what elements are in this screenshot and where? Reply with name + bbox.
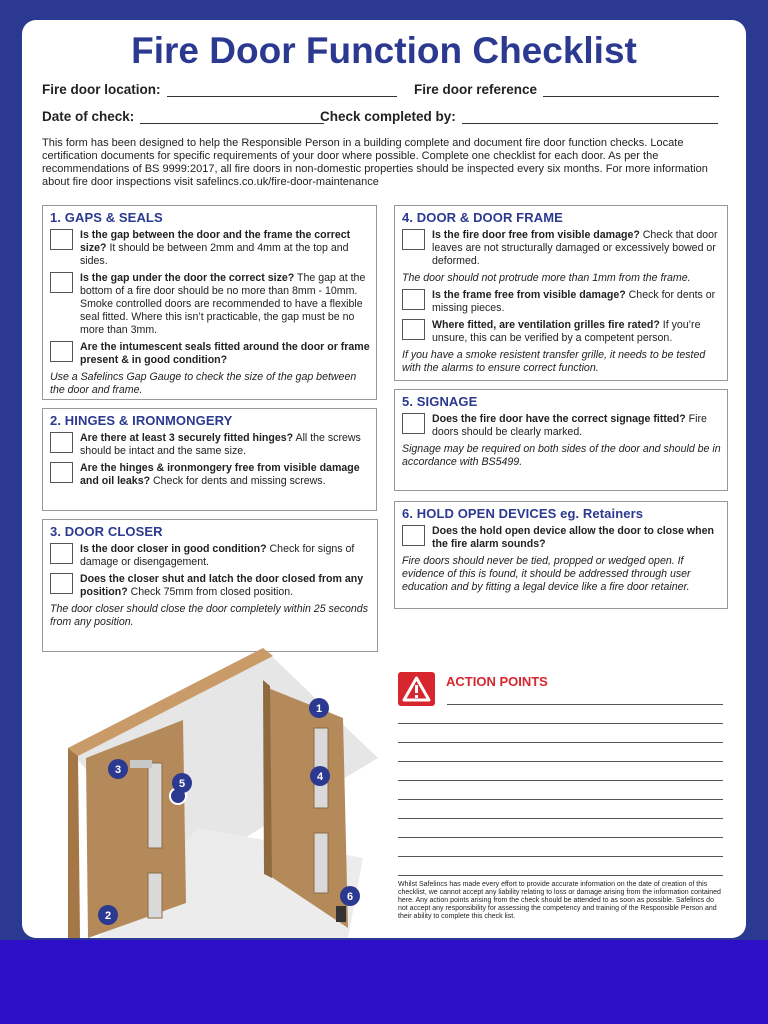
vision-panel-left	[148, 763, 162, 848]
checklist-item	[50, 462, 370, 488]
checklist-item	[402, 413, 721, 439]
page-title: Fire Door Function Checklist	[131, 30, 637, 71]
description: Check for signs of damage or disengagement.	[80, 543, 355, 568]
section-title: 1. GAPS & SEALS	[50, 210, 163, 225]
question: Does the hold open device allow the door to close when the fire alarm sounds?	[432, 525, 714, 550]
completed-label: Check completed by:	[320, 109, 456, 124]
checkbox[interactable]	[50, 462, 73, 483]
checklist-item	[50, 432, 370, 458]
question: Is the gap between the door and the frame the correct size?	[80, 229, 351, 254]
checkbox[interactable]	[402, 319, 425, 340]
question: Does the closer shut and latch the door closed from any position?	[80, 573, 364, 598]
bottom-band	[0, 940, 768, 1024]
checklist-item	[50, 229, 370, 268]
section-title: 5. SIGNAGE	[402, 394, 478, 409]
action-points-title: ACTION POINTS	[446, 674, 548, 689]
section-note: Use a Safelincs Gap Gauge to check the size of the gap between the door and frame.	[50, 371, 357, 396]
section-note: The door closer should close the door completely within 25 seconds from any position.	[50, 603, 368, 628]
section-gaps-seals	[42, 205, 377, 400]
frame-jamb-left	[68, 748, 80, 938]
description: All the screws should be intact and the same size.	[80, 432, 361, 457]
callout-label: 3	[114, 764, 122, 776]
warning-triangle-icon	[398, 672, 435, 706]
checklist-item	[50, 341, 370, 367]
checklist-item	[50, 573, 371, 599]
checklist-item	[50, 543, 371, 569]
action-line[interactable]	[398, 723, 723, 724]
checklist-item	[402, 319, 721, 345]
checkbox[interactable]	[50, 229, 73, 250]
question: Are the intumescent seals fitted around the door or frame present & in good condition?	[80, 341, 370, 366]
checkbox[interactable]	[402, 413, 425, 434]
callout-label: 5	[178, 778, 186, 790]
section-hold-open	[394, 501, 728, 609]
checkbox[interactable]	[402, 525, 425, 546]
description: It should be between 2mm and 4mm at the top and sides.	[80, 242, 349, 267]
vent-grille-right	[314, 833, 328, 893]
checkbox[interactable]	[50, 573, 73, 594]
callout-label: 4	[316, 771, 324, 783]
checkbox[interactable]	[402, 289, 425, 310]
checklist-item	[50, 272, 370, 337]
date-field[interactable]	[42, 109, 324, 124]
checkbox[interactable]	[50, 272, 73, 293]
checkbox[interactable]	[50, 543, 73, 564]
question: Is the frame free from visible damage?	[432, 289, 626, 301]
section-title: 4. DOOR & DOOR FRAME	[402, 210, 563, 225]
description: If you’re unsure, this can be verified by a competent person.	[432, 319, 701, 344]
door-leaf-left	[86, 720, 186, 938]
description: Fire doors should be clearly marked.	[432, 413, 707, 438]
action-line[interactable]	[398, 799, 723, 800]
description: Check for dents or missing pieces.	[432, 289, 716, 314]
checklist-item	[402, 289, 721, 315]
question: Is the door closer in good condition?	[80, 543, 267, 555]
disclaimer: Whilst Safelincs has made every effort to provide accurate information on the date of creation of this checklist, we cannot accept any liability relating to loss or damage arising from the information contained here. Any action points arising from the check should be attended to as soon as possible. Safelincs do not accept any responsibility for assessing the competency and training of the Responsible Person and their ability to complete this check list.	[398, 881, 721, 920]
section-title: 6. HOLD OPEN DEVICES eg. Retainers	[402, 506, 644, 521]
action-line[interactable]	[398, 818, 723, 819]
checkbox[interactable]	[402, 229, 425, 250]
callout-label: 1	[315, 703, 323, 715]
callout-label: 2	[104, 910, 112, 922]
question: Where fitted, are ventilation grilles fire rated?	[432, 319, 660, 331]
checklist-item	[402, 525, 721, 551]
checkbox[interactable]	[50, 341, 73, 362]
action-line[interactable]	[398, 780, 723, 781]
question: Does the fire door have the correct signage fitted?	[432, 413, 686, 425]
reference-field[interactable]	[414, 82, 719, 97]
question: Are the hinges & ironmongery free from visible damage and oil leaks?	[80, 462, 360, 487]
location-input-line[interactable]	[167, 83, 397, 97]
completed-field[interactable]	[320, 109, 718, 124]
action-line[interactable]	[398, 837, 723, 838]
vent-grille-left	[148, 873, 162, 918]
date-label: Date of check:	[42, 109, 135, 124]
question: Are there at least 3 securely fitted hinges?	[80, 432, 294, 444]
door-retainer	[336, 906, 346, 922]
description: Check for dents and missing screws.	[150, 475, 326, 487]
action-line[interactable]	[447, 704, 723, 705]
reference-label: Fire door reference	[414, 82, 538, 97]
action-line[interactable]	[398, 761, 723, 762]
checklist-item	[402, 229, 721, 268]
completed-input-line[interactable]	[462, 110, 718, 124]
section-note: Signage may be required on both sides of the door and should be in accordance with BS5499.	[402, 443, 721, 468]
checkbox[interactable]	[50, 432, 73, 453]
action-line[interactable]	[398, 856, 723, 857]
description: The gap at the bottom of a fire door should be no more than 8mm - 10mm. Smoke controlled doors are recommended to have a flexible seal fitted. Where this isn’t practicable, the gap must be no more than 3mm.	[80, 272, 366, 336]
section-note: If you have a smoke resistent transfer grille, it needs to be tested with the alarms to ensure correct function.	[402, 349, 706, 374]
description: Check 75mm from closed position.	[127, 586, 294, 598]
door-closer	[130, 760, 152, 768]
section-door-closer	[42, 519, 378, 652]
question: Is the gap under the door the correct size?	[80, 272, 295, 284]
section-door-frame	[394, 205, 728, 381]
fire-door-illustration	[58, 648, 378, 938]
section-hinges	[42, 408, 377, 511]
location-field[interactable]	[42, 82, 397, 97]
section-mid-note: The door should not protrude more than 1mm from the frame.	[402, 272, 691, 284]
callout-label: 6	[346, 891, 354, 903]
section-title: 3. DOOR CLOSER	[50, 524, 163, 539]
intro-text: This form has been designed to help the Responsible Person in a building complete and document fire door function checks. Locate certification documents for specific requirements of your door where possible. Complete one checklist for each door. As per the recommendations of BS 9999:2017, all fire doors in non-domestic properties should be inspected every six months. For more information about fire door inspections visit safelincs.co.uk/fire-door-maintenance	[42, 137, 708, 188]
section-title: 2. HINGES & IRONMONGERY	[50, 413, 233, 428]
section-signage	[394, 389, 728, 491]
reference-input-line[interactable]	[543, 83, 719, 97]
action-line[interactable]	[398, 875, 723, 876]
section-note: Fire doors should never be tied, propped or wedged open. If evidence of this is found, it should be addressed through user education and by fitting a legal device like a fire door retainer.	[402, 555, 691, 593]
question: Is the fire door free from visible damage?	[432, 229, 640, 241]
checklist-sheet	[22, 20, 746, 938]
location-label: Fire door location:	[42, 82, 161, 97]
description: Check that door leaves are not structurally damaged or excessively bowed or deformed.	[432, 229, 718, 267]
action-line[interactable]	[398, 742, 723, 743]
date-input-line[interactable]	[140, 110, 324, 124]
